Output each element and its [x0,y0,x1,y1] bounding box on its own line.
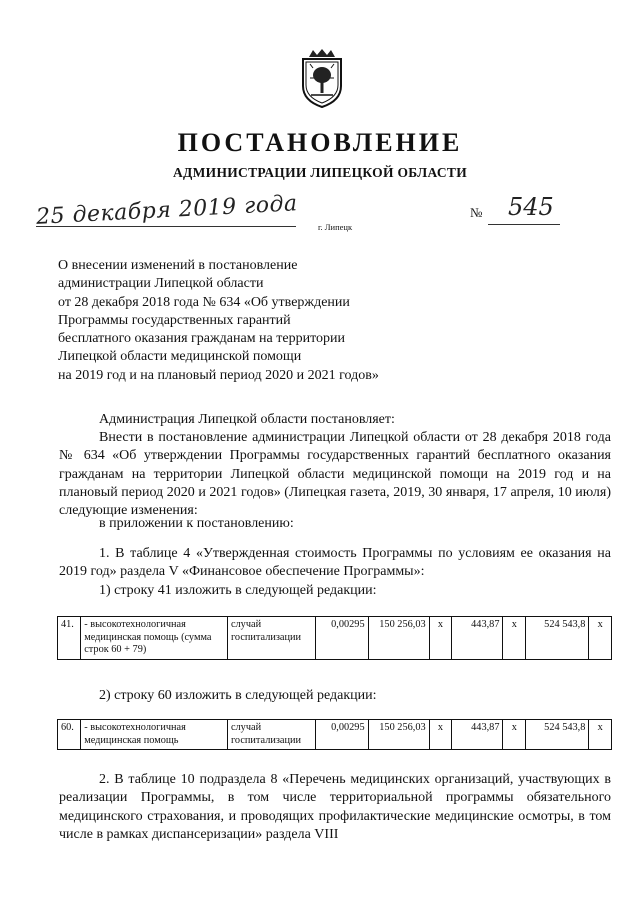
paragraph-row-60: 2) строку 60 изложить в следующей редакции: [99,688,377,703]
coat-of-arms-icon [297,48,347,108]
row-x-cell: х [429,617,452,660]
row-value-total: 524 543,8 [526,720,589,750]
paragraph-row-41: 1) строку 41 изложить в следующей редакции: [99,583,377,598]
subject-line: на 2019 год и на плановый период 2020 и 2021 годов» [58,367,379,383]
handwritten-number: 545 [508,193,554,221]
paragraph-appendix: в приложении к постановлению: [99,516,294,531]
paragraph-resolves: Администрация Липецкой области постановляет: [99,412,395,427]
row-x-cell: х [503,617,526,660]
row-x-cell: х [429,720,452,750]
row-name: - высокотехнологичная медицинская помощь [81,720,228,750]
row-unit: случай госпитализации [227,617,315,660]
document-title: ПОСТАНОВЛЕНИЕ [177,128,463,157]
row-x-cell: х [589,617,612,660]
row-value-cost: 150 256,03 [368,720,429,750]
paragraph-amend: Внести в постановление администрации Липецкой области от 28 декабря 2018 года № 634 «Об утверждении Программы государственных гарантий бесплатного оказания гражданам на территории Липецкой области медицинской помощи на 2019 год и на плановый период 2020 и 2021 годов» (Липецкая газета, 2019, 30 января, 17 апреля, 10 июля) следующие изменения: [59,430,611,519]
table-row-41 [57,616,612,660]
row-value-cost: 150 256,03 [368,617,429,660]
row-x-cell: х [589,720,612,750]
number-sign: № [470,205,483,220]
paragraph-item-1: 1. В таблице 4 «Утвержденная стоимость Программы по условиям ее оказания на 2019 год» раздела V «Финансовое обеспечение Программы»: [59,546,611,580]
row-value-per-capita: 443,87 [452,617,503,660]
city-label: г. Липецк [318,222,353,232]
subject-line: администрации Липецкой области [58,276,264,292]
subject-line: О внесении изменений в постановление [58,258,298,273]
row-value-per-capita: 443,87 [452,720,503,750]
row-value-norm: 0,00295 [316,617,368,660]
handwritten-date: 25 декабря 2019 года [35,191,299,230]
row-number: 41. [58,617,81,660]
issuing-authority: АДМИНИСТРАЦИИ ЛИПЕЦКОЙ ОБЛАСТИ [172,165,468,180]
subject-line: Программы государственных гарантий [58,312,291,328]
row-value-norm: 0,00295 [316,720,368,750]
row-x-cell: х [503,720,526,750]
table-row-60 [57,719,612,750]
row-name: - высокотехнологичная медицинская помощь (сумма строк 60 + 79) [81,617,228,660]
row-number: 60. [58,720,81,750]
number-underline [488,224,560,225]
document-subject [58,257,418,385]
row-unit: случай госпитализации [227,720,315,750]
table-row [58,720,612,750]
subject-line: бесплатного оказания гражданам на территории [58,331,345,347]
table-row [58,617,612,660]
subject-line: Липецкой области медицинской помощи [58,349,302,365]
date-underline [36,226,296,227]
paragraph-item-2: 2. В таблице 10 подраздела 8 «Перечень медицинских организаций, участвующих в реализации Программы, в том числе территориальной программы обязательного медицинского страхования, и проводящих профилактические медицинские осмотры, в том числе в рамках диспансеризации» раздела VIII [59,772,611,842]
row-value-total: 524 543,8 [526,617,589,660]
subject-line: от 28 декабря 2018 года № 634 «Об утверждении [58,294,350,310]
